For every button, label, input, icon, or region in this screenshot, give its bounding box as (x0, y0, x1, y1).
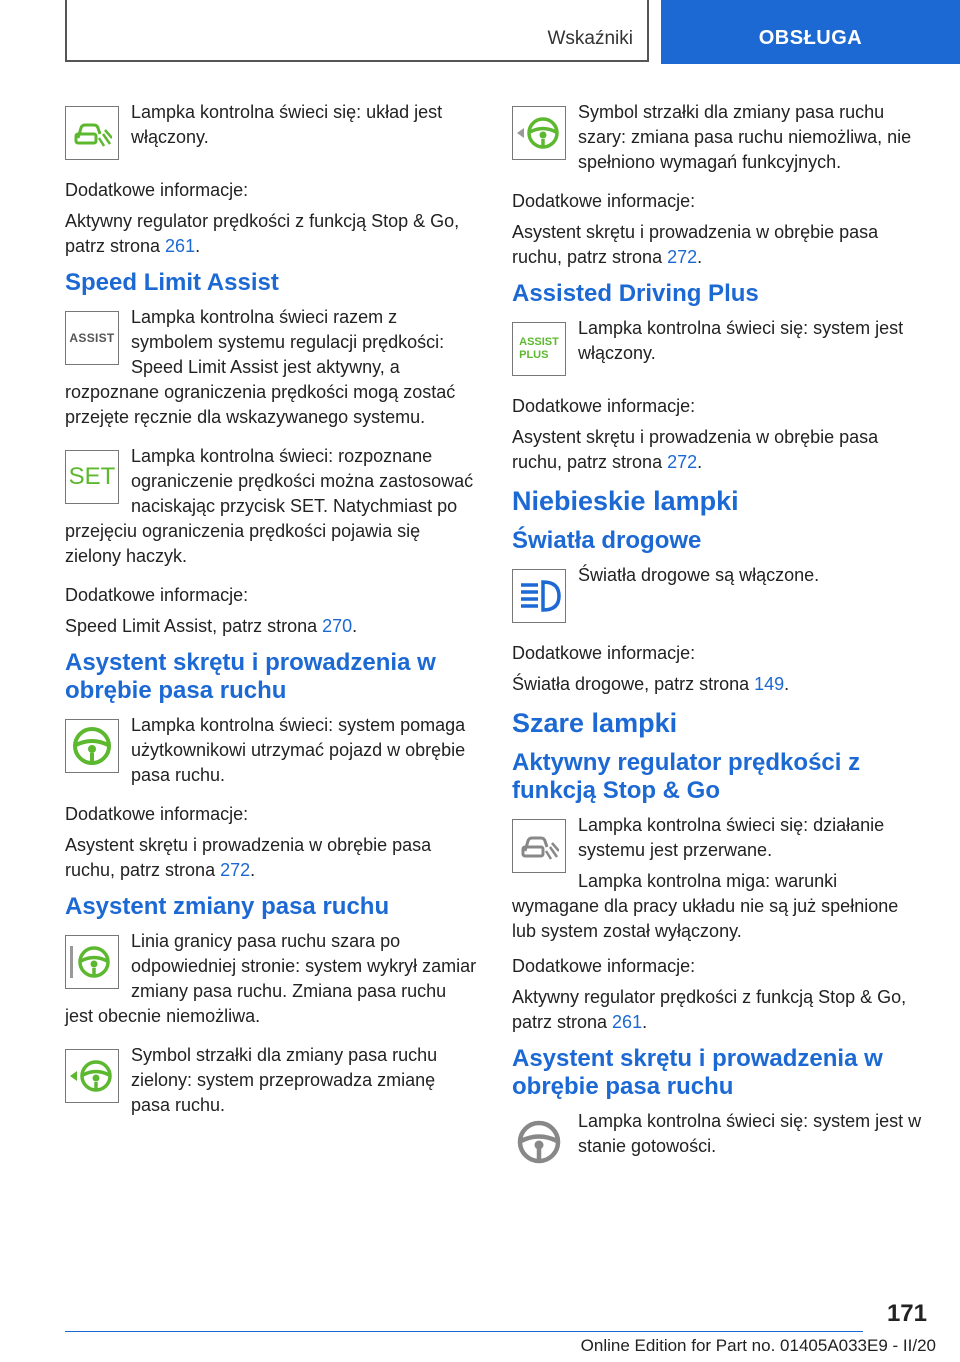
info-label: Dodatkowe informacje: (65, 585, 249, 605)
edition-text: Online Edition for Part no. 01405A033E9 - II/20 (580, 1336, 936, 1355)
footer-divider (65, 1331, 863, 1332)
info-label: Dodatkowe informacje: (512, 396, 696, 416)
lane-change-arrow-icon (65, 1049, 119, 1103)
entry-text: Lampka kontrolna świeci razem z symbolem systemu regulacji prędkości: Speed Limit Assist jest aktywny, a rozpoznane ograniczenia prędkości mogą zostać przejęte ręcznie dla wskazywanego systemu. (65, 307, 456, 427)
indicator-entry (65, 1043, 479, 1118)
info-label: Dodatkowe informacje: (65, 804, 249, 824)
entry-text: Symbol strzałki dla zmiany pasa ruchu szary: zmiana pasa ruchu niemożliwa, nie spełniono wymagań funkcyjnych. (578, 102, 912, 172)
page-number: 171 (886, 1300, 927, 1327)
page-link[interactable]: 149 (754, 674, 785, 694)
entry-text: Lampka kontrolna świeci: system pomaga użytkownikowi utrzymać pojazd w obrębie pasa ruchu. (131, 715, 466, 785)
reference-text: Asystent skrętu i prowadzenia w obrębie pasa ruchu, patrz strona 272. (65, 835, 432, 880)
entry-text: Symbol strzałki dla zmiany pasa ruchu zielony: system przeprowadza zmianę pasa ruchu. (131, 1045, 438, 1115)
assist-icon: ASSIST (65, 311, 119, 365)
reference-text: Speed Limit Assist, patrz strona 270. (65, 616, 358, 636)
section-heading: Asystent skrętu i prowadzenia w obrębie pasa ruchu (512, 1045, 883, 1100)
section-heading: Asystent skrętu i prowadzenia w obrębie pasa ruchu (65, 649, 436, 704)
info-label: Dodatkowe informacje: (512, 191, 696, 211)
chapter-tab: OBSŁUGA (661, 0, 960, 64)
page-link[interactable]: 261 (165, 236, 196, 256)
entry-text: Linia granicy pasa ruchu szara po odpowiedniej stronie: system wykrył zamiar zmiany pasa ruchu. Zmiana pasa ruchu jest obecnie niemożliwa. (65, 931, 477, 1026)
assist-plus-icon: ASSIST PLUS (512, 322, 566, 376)
section-heading: Asystent zmiany pasa ruchu (65, 893, 390, 920)
set-icon: SET (65, 450, 119, 504)
group-heading: Szare lampki (512, 708, 678, 738)
page-link[interactable]: 270 (322, 616, 353, 636)
indicator-entry (512, 316, 926, 380)
section-heading: Aktywny regulator prędkości z funkcją Stop & Go (512, 749, 861, 804)
acc-car-gray-icon (512, 819, 566, 873)
page-link[interactable]: 272 (667, 452, 698, 472)
indicator-entry (65, 713, 479, 788)
page-link[interactable]: 261 (612, 1012, 643, 1032)
info-label: Dodatkowe informacje: (512, 643, 696, 663)
lane-change-gray-arrow-icon (512, 106, 566, 160)
indicator-entry (65, 305, 479, 430)
entry-text: Światła drogowe są włączone. (578, 565, 820, 585)
group-heading: Niebieskie lampki (512, 486, 739, 516)
page-link[interactable]: 272 (220, 860, 251, 880)
section-heading: Światła drogowe (512, 527, 702, 554)
indicator-entry (65, 929, 479, 1029)
entry-text: Lampka kontrolna świeci: rozpoznane ograniczenie prędkości można zastosować naciskając przycisk SET. Natychmiast po przejęciu ograniczenia prędkości pojawia się zielony haczyk. (65, 446, 474, 566)
page-link[interactable]: 272 (667, 247, 698, 267)
indicator-entry (512, 100, 926, 175)
section-tab (65, 0, 649, 62)
left-column (65, 100, 479, 1132)
entry-text: Lampka kontrolna świeci się: system jest w stanie gotowości. (578, 1111, 922, 1156)
reference-text: Aktywny regulator prędkości z funkcją Stop & Go, patrz strona 261. (65, 211, 460, 256)
indicator-entry (512, 1109, 926, 1173)
info-label: Dodatkowe informacje: (512, 956, 696, 976)
reference-text: Asystent skrętu i prowadzenia w obrębie pasa ruchu, patrz strona 272. (512, 427, 879, 472)
section-title: Wskaźniki (547, 28, 633, 49)
indicator-entry (512, 563, 926, 627)
steering-wheel-icon (65, 719, 119, 773)
entry-text: Lampka kontrolna świeci się: system jest włączony. (578, 318, 904, 363)
page-header (0, 0, 960, 66)
lane-change-icon (65, 935, 119, 989)
steering-wheel-gray-icon (512, 1115, 566, 1169)
entry-text: Lampka kontrolna świeci się: układ jest włączony. (131, 102, 443, 147)
reference-text: Światła drogowe, patrz strona 149. (512, 674, 790, 694)
high-beam-icon (512, 569, 566, 623)
indicator-entry (65, 444, 479, 569)
section-heading: Assisted Driving Plus (512, 280, 759, 307)
info-label: Dodatkowe informacje: (65, 180, 249, 200)
section-heading: Speed Limit Assist (65, 269, 279, 296)
reference-text: Aktywny regulator prędkości z funkcją Stop & Go, patrz strona 261. (512, 987, 907, 1032)
reference-text: Asystent skrętu i prowadzenia w obrębie pasa ruchu, patrz strona 272. (512, 222, 879, 267)
indicator-entry (65, 100, 479, 164)
acc-car-icon (65, 106, 119, 160)
indicator-entry (512, 813, 926, 944)
entry-text: Lampka kontrolna świeci się: działanie systemu jest przerwane. Lampka kontrolna miga: warunki wymagane dla pracy układu nie są już spełnione lub system został wyłączony. (512, 815, 899, 941)
right-column (512, 100, 926, 1187)
